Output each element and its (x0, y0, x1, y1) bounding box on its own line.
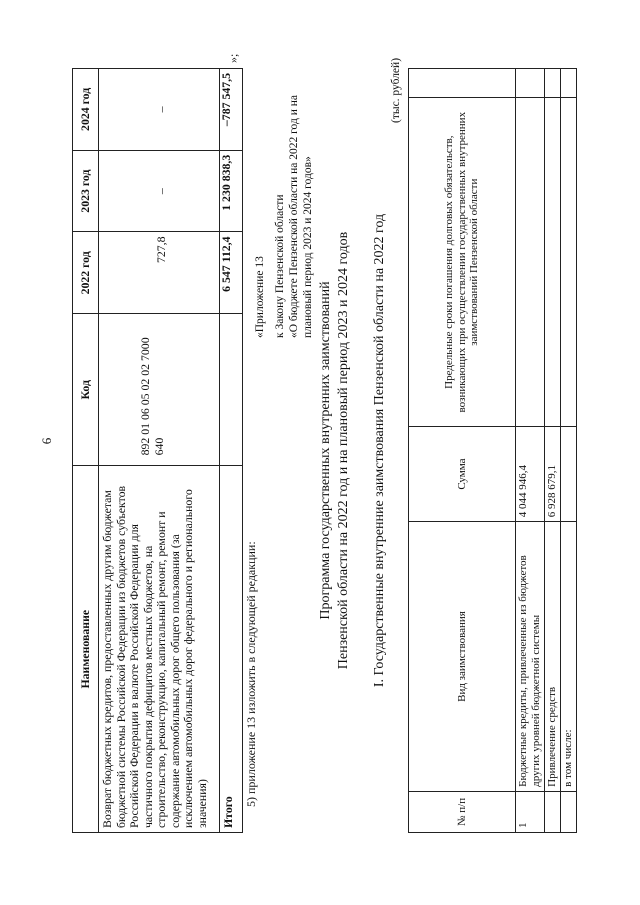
header-extra (409, 69, 516, 98)
row-kind: Привлечение средств (545, 522, 561, 792)
header-sum: Сумма (409, 426, 516, 521)
total-code-empty (220, 314, 243, 466)
row-2023: – (99, 150, 220, 232)
row-term (516, 98, 545, 426)
appendix-line: к Закону Пензенской области (274, 194, 287, 338)
repayment-table (72, 68, 243, 833)
row-code: 892 01 06 05 02 02 7000 640 (99, 314, 220, 466)
header-kind: Вид заимствования (409, 522, 516, 792)
table-header-row (409, 69, 516, 833)
row-number (561, 791, 577, 832)
row-extra (545, 69, 561, 98)
row-extra (516, 69, 545, 98)
header-2022: 2022 год (73, 232, 99, 314)
program-title: Программа государственных внутренних заимствований (318, 281, 333, 620)
page-number: 6 (39, 437, 54, 445)
row-number: 1 (516, 791, 545, 832)
row-name: Возврат бюджетных кредитов, предоставленных другим бюджетам бюджетной системы Российской Федерации из бюджетов субъектов Российской Федерации в валюте Российской Федерации для частичного покрытия дефицитов местных бюджетов, на строительство, реконструкцию, капитальный ремонт, ремонт и содержание автомобильных дорог общего пользования (за исключением автомобильных дорог федерального и регионального значения) (99, 466, 220, 833)
appendix-line: плановый период 2023 и 2024 годов» (302, 156, 315, 338)
row-term (561, 98, 577, 426)
total-2024: –787 547,5 (220, 69, 243, 151)
section-heading: I. Государственные внутренние заимствования Пензенской области на 2022 год (372, 213, 387, 688)
appendix-line: «Приложение 13 (254, 256, 266, 338)
appendix-heading (253, 68, 315, 338)
units-label: (тыс. рублей) (390, 57, 402, 123)
row-kind: в том числе: (561, 522, 577, 792)
row-sum: 6 928 679,1 (545, 426, 561, 521)
amendment-item: 5) приложение 13 изложить в следующей редакции: (244, 541, 258, 807)
table-row (545, 69, 561, 833)
header-number: № п/п (409, 791, 516, 832)
row-term (545, 98, 561, 426)
row-sum (561, 426, 577, 521)
header-code: Код (73, 314, 99, 466)
total-2023: 1 230 838,3 (220, 150, 243, 232)
header-term: Предельные сроки погашения долговых обязательств, возникающих при осуществлении государственных внутренних заимствований Пензенской области (409, 98, 516, 426)
total-row (220, 69, 243, 833)
row-2022: 727,8 (99, 232, 220, 314)
closing-quote: »; (226, 53, 240, 63)
row-extra (561, 69, 577, 98)
appendix-line: «О бюджете Пензенской области на 2022 год и на (288, 95, 301, 338)
table-row (561, 69, 577, 833)
borrowings-table (408, 68, 577, 833)
total-label: Итого (220, 466, 243, 833)
program-subtitle: Пензенской области на 2022 год и на плановый период 2023 и 2024 годов (336, 231, 351, 670)
table-row (516, 69, 545, 833)
total-2022: 6 547 112,4 (220, 232, 243, 314)
row-sum: 4 044 946,4 (516, 426, 545, 521)
table-header-row (73, 69, 99, 833)
header-2023: 2023 год (73, 150, 99, 232)
header-2024: 2024 год (73, 69, 99, 151)
table-row (99, 69, 220, 833)
header-name: Наименование (73, 466, 99, 833)
row-kind: Бюджетные кредиты, привлеченные из бюджетов других уровней бюджетной системы (516, 522, 545, 792)
row-2024: – (99, 69, 220, 151)
row-number (545, 791, 561, 832)
